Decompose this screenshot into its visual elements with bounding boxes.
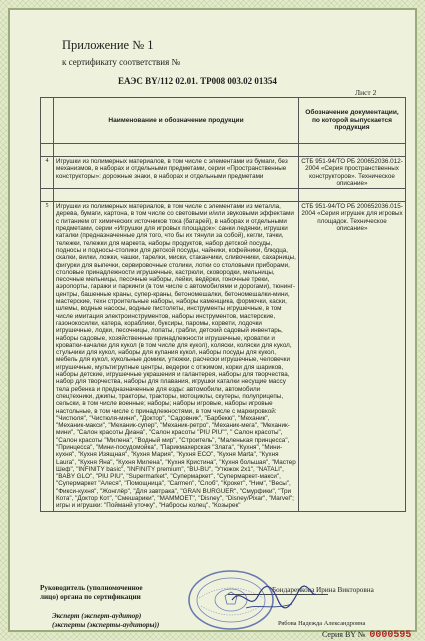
row-product-text: Игрушки из полимерных материалов, в том числе с элементами из металла, дерева, бумаги, картона, в том числе со световыми и/или звуковыми эффектами с питанием от химических источников тока (батарей), в наборах и отдельными предметами, серии «Игрушки для игровых площадок»: санки ледянки, игрушки каталки (предназначенные для того, что бы их тянули за собой), кегли, тачки, тележки, тележки для маркета, наборы продуктов, набор детской посуды, подносы и подносы-столики для детской посуды, чайники, кофейники, блюдца, скалки, вилки, ложки, чашки, тарелки, миски, стаканчики, сливочники, сахарницы, фигурки для выпечки, сервировочные столики, лотки со столовыми приборами, столовые принадлежности игрушечные, кастрюли, сковородки, мельницы, песочные мельницы, песочные наборы, лейки, ведёрки, гоночные треки, аэропорты, гаражи и паркинги (в том числе с автомобилями и дорогами), тюнинг-центры, башенные краны, супер-краны, бетономешалки, бетономешалки-мини, мастерские, техн строительные наборы, наборы каменщика, формочки, каски, шлемы, водные насосы, водные пистолеты, инструменты игрушечные, в том числе имитация электроинструментов, наборы инструментов, мастерские, газонокосилки, катера, кораблики, буксиры, паромы, корвети, лодочки игрушечные, лодки, песочницы, лопаты, грабли, детский садовый инвентарь, наборы садовые, хозяйственные принадлежности игрушечные, кроватки и кроватки-качалки для кукол (в том числе для кукол), коляски, коляски для кукол, стульчики для кукол, наборы для купания кукол, наборы посуды для кукол, мебель для кукол, кукольные домики, утюжки, расчески игрушечные, человечки игрушечные, мультигрупные центры, ведерки с отжимом, корки для шариков, наборы детские, игрушечные украшения и галантерея, наборы для творчества, набор для творчества, наборы для плавания, игрушки каталки несущие массу тела ребенка и предназначенные для езды: автомобили, автомобили спецтехники, джипы, тракторы, тракторы, мотоциклы, скутеры, полуприцепы, сельски, в том числе военные; наборы; наборы игровые, наборы игровые настольные, в том числе с принадлежностями, в том числе с маркировкой: "Чистюля", "Чистюля-мини", "Доктор", "Садовник", "Барбекю", "Механик", "Механик-макси", "Механик-супер", "Механик-ретро", "Механик-мега", "Механик-мини", "Салон красоты Диана", "Салон красоты "PIU PIU"", " Салон красоты", "Салон красоты "Милена", "Водный мир", "Строитель", "Маленькая принцесса", "Принцесса", "Мини-посудомойка", "Парикмахерская "Злата", "Кухня", "Мини-кухня", "Кухня Изящная", "Кухня Мария", "Кухня ECO", "Кухня Marta", "Кухня Laura", "Кухня Яна", "Кухня Милена", "Кухня Кристина", "Кухня большая", "Мастер Шеф", "INFINITY basic", "INFINITY premium", "BU-BU", "Утюжок 2х1", "NATALI", "BABY GLO", "PIU PIU", "Supermarket", "Супермаркет", "Супермаркет-макси", "Супермаркет "Алеся", "Помощница", "Carmen", "Слоб", "Крокет", "Ним", "Весы", "Фикси-кухня", "Жонглёр", "Для завтрака", "GRAN BURGUER", "Смурфики", "Три Кота", "Доктор Кот", "Смешарики", "MAMMOET", "Disney", "Disney/Pixar", "Marvel"; игры и игрушки: "Пойманй уточку", "Набросы колец", "Козырек" <box>54 202 299 511</box>
name-header: Наименование и обозначение продукции <box>54 98 299 144</box>
signature-icon <box>228 578 318 618</box>
appendix-title: Приложение № 1 <box>62 38 154 52</box>
table-row <box>41 202 406 511</box>
doc-header: Обозначение документации, по которой выпускается продукция <box>299 98 406 144</box>
table-row <box>41 157 406 189</box>
serial-number: 0000595 <box>369 630 412 641</box>
responsible-label: Руководитель (уполномоченное лицо) органа по сертификации <box>40 584 143 601</box>
products-table <box>40 97 406 512</box>
expert-label: Эксперт (эксперт-аудитор) (эксперты (эксперты-аудиторы)) <box>52 612 160 629</box>
serial-block <box>322 630 411 641</box>
appendix-subtitle: к сертификату соответствия № <box>62 57 181 67</box>
responsible-name: Бондаренкова Ирина Викторовна <box>272 586 374 594</box>
certificate-number: ЕАЭС BY/112 02.01. ТР008 003.02 01354 <box>118 76 277 86</box>
table-spacer-row <box>41 189 406 202</box>
num-header <box>41 98 54 144</box>
row-number: 5 <box>41 202 54 511</box>
table-spacer-row <box>41 144 406 157</box>
serial-label: Серия BY № <box>322 630 366 639</box>
expert-name: Рябова Надежда Александровна <box>278 620 366 627</box>
sheet-number: Лист 2 <box>355 88 377 97</box>
row-product-text: Игрушки из полимерных материалов, в том числе с элементами из бумаги, без механизмов, в наборах и отдельными предметами, серии «Пространственные конструкторы»: дорожные знаки, в наборах и отдельными предметами <box>54 157 299 189</box>
table-header-row <box>41 98 406 144</box>
row-number: 4 <box>41 157 54 189</box>
row-document-text: СТБ 951-94/ТО РБ 200652036.012-2004 «Серия пространственных конструкторов». Техническое описание» <box>299 157 406 189</box>
row-document-text: СТБ 951-94/ТО РБ 200652036.015-2004 «Серия игрушек для игровых площадок. Техническое описание» <box>299 202 406 511</box>
